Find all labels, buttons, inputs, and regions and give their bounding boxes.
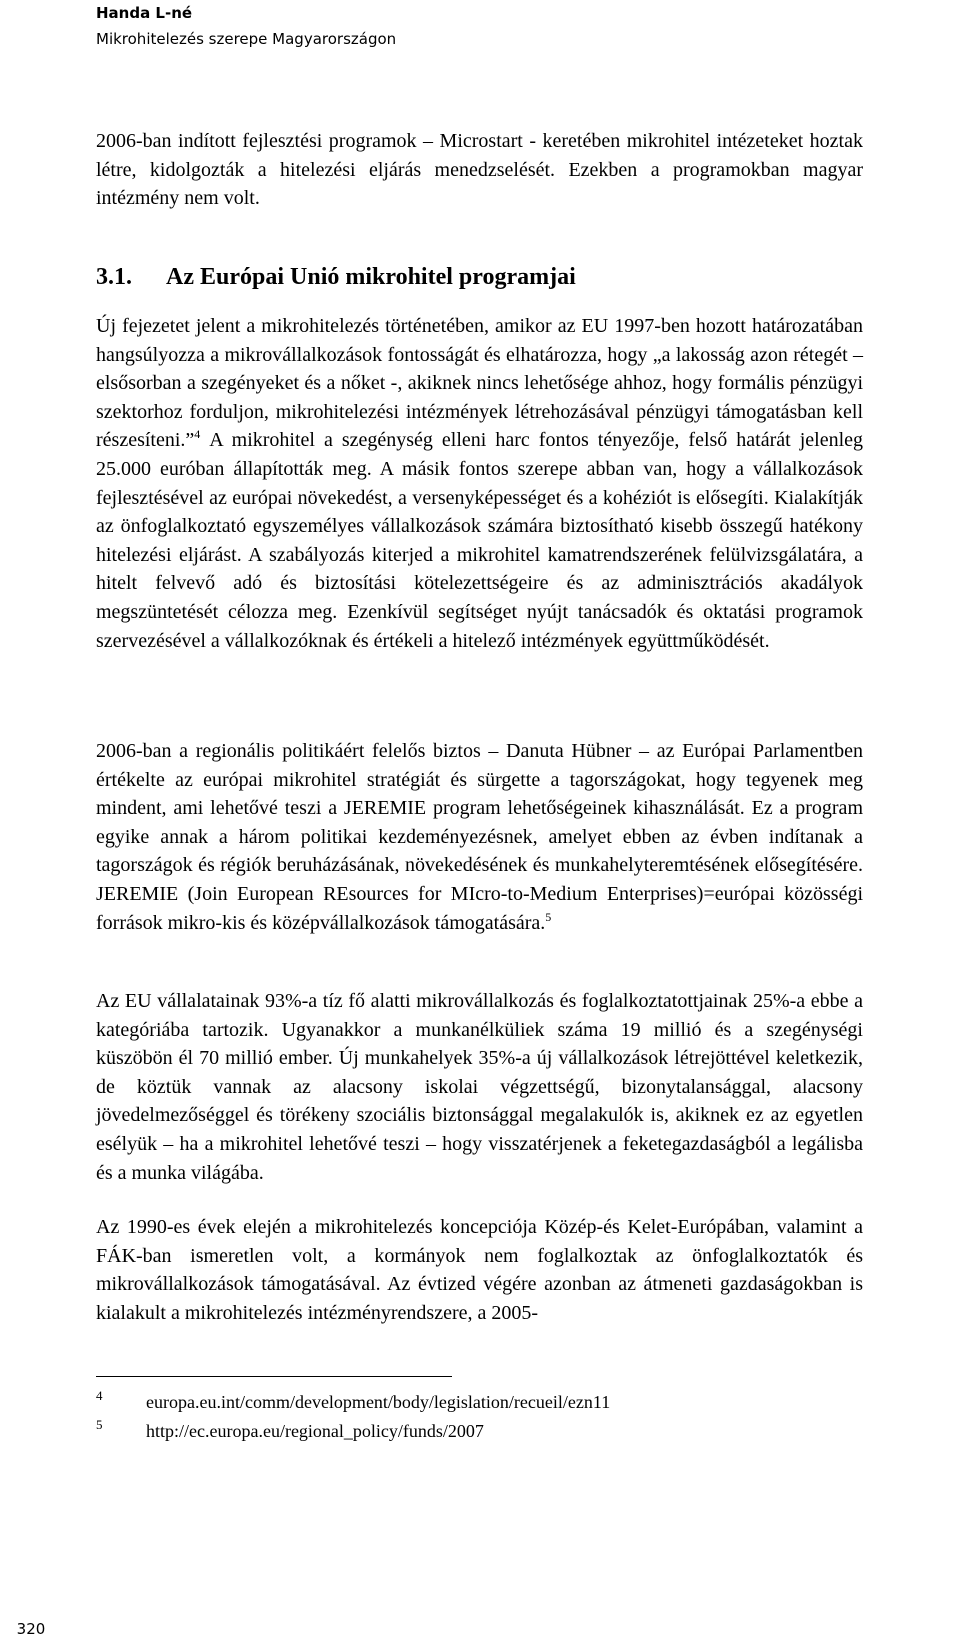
paragraph-text: 2006-ban indított fejlesztési programok – Microstart - keretében mikrohitel intézeteket hoztak létre, kidolgozták a hitelezési eljárás menedzselését. Ezekben a programokban magyar intézmény nem volt. <box>96 130 863 210</box>
footnote-ref[interactable]: 5 <box>545 909 552 924</box>
section-title: Az Európai Unió mikrohitel programjai <box>166 264 576 290</box>
paragraph-statistics <box>96 987 863 1187</box>
footnote-number: 4 <box>96 1388 103 1403</box>
section-number: 3.1. <box>96 264 132 290</box>
paragraph-eu-microcredit <box>96 312 863 655</box>
footnote-link[interactable]: http://ec.europa.eu/regional_policy/funds/2007 <box>146 1421 484 1441</box>
paragraph-text-continued: A mikrohitel a szegénység elleni harc fontos tényezője, felső határát jelenleg 25.000 euróban állapították meg. A másik fontos szerepe abban van, hogy a vállalkozások fejlesztésével az európai növekedést, a versenyképességet és a kohéziót is elősegíti. Kialakítják az önfoglalkoztató egyszemélyes vállalkozások számára biztosítható kisebb összegű hatékony hitelezési eljárást. A szabályozás kiterjed a mikrohitel kamatrendszerének felülvizsgálatára, a hitelt felvevő adó és biztosítási kötelezettségeire és az adminisztrációs akadályok megszüntetését célozza meg. Ezenkívül segítséget nyújt tanácsadók és oktatási programok szervezésével a vállalkozóknak és értékeli a hitelező intézmények együttműködését. <box>96 429 864 652</box>
footnote-number: 5 <box>96 1417 103 1432</box>
paragraph-text: 2006-ban a regionális politikáért felelős biztos – Danuta Hübner – az Európai Parlamentben értékelte az európai mikrohitel stratégiát és sürgette a tagországokat, hogy tegyenek meg mindent, ami lehetővé teszi a JEREMIE program lehetőségeinek kihasználását. Ez a program egyike annak a három politikai kezdeményezésnek, amelyet ebben az évben indítanak a tagországok és régiók beruházásának, növekedésének és munkahelyteremtésének elősegítésére. JEREMIE (Join European REsources for MIcro-to-Medium Enterprises)=európai közösségi források mikro-kis és középvállalkozások támogatására. <box>96 740 863 934</box>
footnote-ref[interactable]: 4 <box>194 427 201 442</box>
running-header <box>96 0 396 52</box>
footnote-divider <box>96 1376 452 1377</box>
paragraph-text: Az 1990-es évek elején a mikrohitelezés koncepciója Közép-és Kelet-Európában, valamint a FÁK-ban ismeretlen volt, a kormányok nem foglalkoztak az önfoglalkoztatók és mikrovállalkozások támogatásával. Az évtized végére azonban az átmeneti gazdaságokban is kialakult a mikrohitelezés intézményrendszere, a 2005- <box>96 1216 863 1324</box>
paragraph-intro <box>96 127 863 213</box>
paragraph-jeremie <box>96 737 863 937</box>
paragraph-text: Az EU vállalatainak 93%-a tíz fő alatti mikrovállalkozás és foglalkoztatottjainak 25%-a ebbe a kategóriába tartozik. Ugyanakkor a munkanélküliek száma 19 millió és a szegénységi küszöbön él 70 millió ember. Új munkahelyek 35%-a új vállalkozások létrejöttével keletkezik, de köztük vannak az alacsony iskolai végzettségű, bizonytalansággal, alacsony jövedelmezőséggel és törékeny szociális biztonsággal megalakulók is, akiknek ez az egyetlen esélyük – ha a mikrohitel lehetővé teszi – hogy visszatérjenek a feketegazdaságból a legálisba és a munka világába. <box>96 990 863 1184</box>
footnote-link[interactable]: europa.eu.int/comm/development/body/legislation/recueil/ezn11 <box>146 1392 611 1412</box>
paragraph-1990s <box>96 1213 863 1327</box>
header-title: Mikrohitelezés szerepe Magyarországon <box>96 30 397 48</box>
page-number: 320 <box>0 1611 62 1648</box>
paragraph-text-quote: Új fejezetet jelent a mikrohitelezés történetében, amikor az EU 1997-ben hozott határozatában hangsúlyozza a mikrovállalkozások fontosságát és elhatározza, hogy „a lakosság azon rétegét – elsősorban a szegényeket és a nőket -, akiknek nincs lehetősége ahhoz, hogy formális pénzügyi szektorhoz forduljon, mikrohitelezési intézmények létrehozásával pénzügyi támogatásban kell részesíteni.” <box>96 315 863 452</box>
header-author: Handa L-né <box>96 4 193 22</box>
section-heading <box>96 262 576 292</box>
